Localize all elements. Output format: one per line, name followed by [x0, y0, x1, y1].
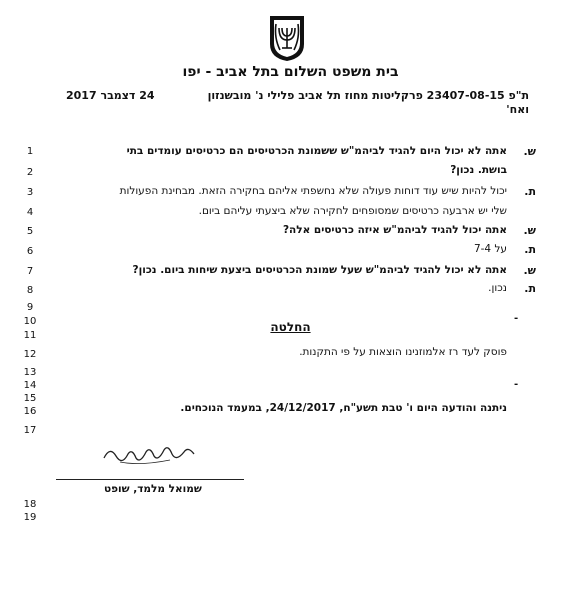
line-number: 11: [23, 330, 37, 341]
decision-title: החלטה: [270, 320, 311, 334]
line-number: 10: [23, 316, 37, 327]
separator-dash: -: [514, 313, 519, 324]
line-number: 6: [26, 246, 34, 257]
case-defendants-suffix: ואח': [506, 103, 529, 116]
line-number: 12: [23, 349, 37, 360]
protocol-line: נכון.: [488, 282, 507, 294]
given-statement: ניתנה והודעה היום ו' טבת תשע"ח, 24/12/2017, במעמד הנוכחים.: [180, 402, 507, 414]
line-number: 18: [23, 499, 37, 510]
speaker-marker: ת.: [524, 282, 536, 295]
signature-line: [56, 479, 244, 480]
protocol-line: אתה יכול להגיד לביהמ"ש איזה כרטיסים אלה?: [282, 224, 507, 236]
state-emblem-icon: [266, 14, 308, 62]
judge-name: שמואל מלמד, שופט: [104, 483, 202, 495]
judge-signature: [100, 440, 200, 470]
protocol-line: שלי יש ארבעה כרטיסים שמסופחים לחקירה שלא ביצעתי עליהם ביום.: [198, 205, 507, 217]
line-number: 4: [26, 207, 34, 218]
line-number: 2: [26, 167, 34, 178]
line-number: 17: [23, 425, 37, 436]
hearing-date: 24 דצמבר 2017: [66, 89, 155, 102]
ruling-text: פוסק לעד רז אלמוזנינו הוצאות על פי התקנות.: [299, 346, 507, 358]
line-number: 1: [26, 146, 34, 157]
line-number: 15: [23, 393, 37, 404]
protocol-line: על 7-4: [473, 243, 507, 255]
line-number: 9: [26, 302, 34, 313]
line-number: 14: [23, 380, 37, 391]
protocol-line: יכול להיות שיש עוד דוחות פעולה שלא נחשפתי אליהם בחקירה הזאת. מבחינת הפעולות: [119, 185, 507, 197]
line-number: 8: [26, 285, 34, 296]
line-number: 19: [23, 512, 37, 520]
case-number-line: ת"פ 23407-08-15 פרקליטות מחוז תל אביב פלילי נ' מובשנזון: [207, 89, 529, 102]
line-number: 16: [23, 406, 37, 417]
protocol-line: אתה לא יכול היום להגיד לביהמ"ש ששמונת הכרטיסים הם כרטיסים עומדים בתי: [126, 145, 507, 157]
speaker-marker: ש.: [523, 224, 536, 237]
speaker-marker: ש.: [523, 264, 536, 277]
line-number: 5: [26, 226, 34, 237]
separator-dash: -: [514, 379, 519, 390]
speaker-marker: ש.: [523, 145, 536, 158]
line-number: 13: [23, 367, 37, 378]
speaker-marker: ת.: [524, 185, 536, 198]
court-name: בית משפט השלום בתל אביב - יפו: [182, 64, 399, 80]
line-number: 3: [26, 187, 34, 198]
protocol-line: אתה לא יכול להגיד לביהמ"ש שעל שמונת הכרטיסים ביצעת שיחות ביום. נכון?: [132, 264, 507, 276]
protocol-line: בושת. נכון?: [450, 164, 507, 176]
speaker-marker: ת.: [524, 243, 536, 256]
line-number: 7: [26, 266, 34, 277]
